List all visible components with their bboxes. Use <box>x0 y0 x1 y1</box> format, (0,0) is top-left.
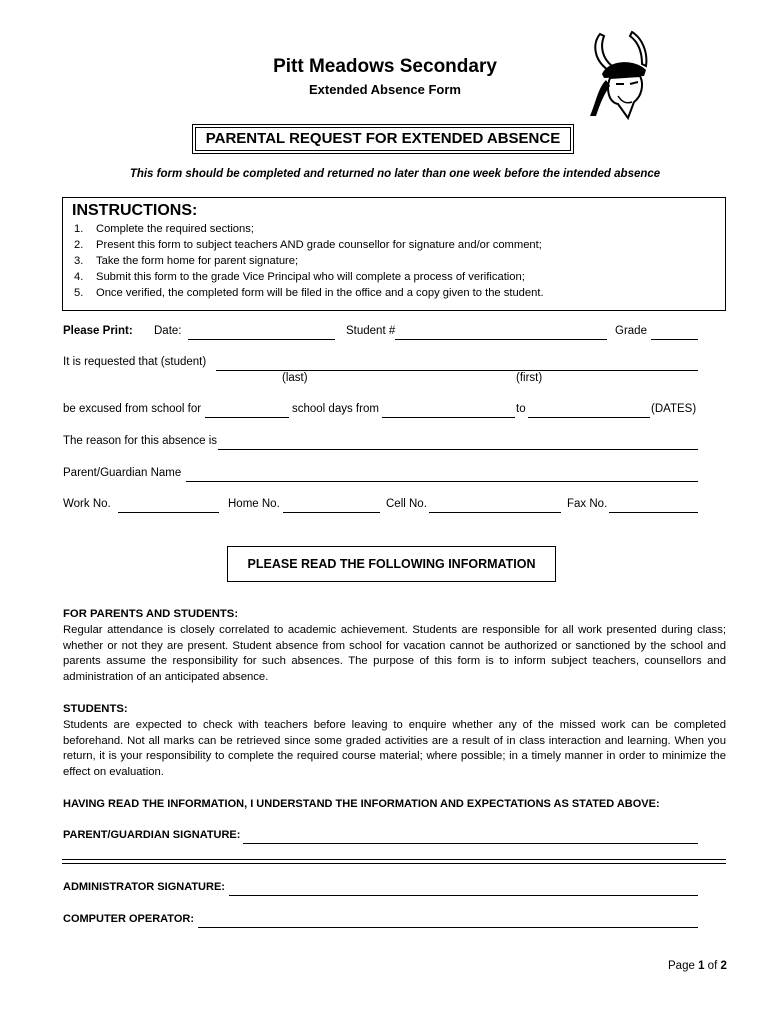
parents-text: Regular attendance is closely correlated to academic achievement. Students are responsible for all work presented during class; whether or not they are present. Student absence from school for vacation cannot be authorized or sanctioned by the school and parents assume the responsibility for such absences. The purpose of this form is to inform subject teachers, counsellors and administration of an anticipated absence. <box>63 623 726 684</box>
cell-no-field[interactable] <box>429 512 561 513</box>
dates-label: (DATES) <box>651 403 697 415</box>
list-item: 3. Take the form home for parent signature; <box>74 254 299 267</box>
viking-helmet-logo-icon <box>588 30 660 124</box>
divider <box>62 863 726 864</box>
work-no-label: Work No. <box>63 498 111 510</box>
school-name: Pitt Meadows Secondary <box>273 56 497 77</box>
instructions-heading: INSTRUCTIONS: <box>72 202 198 219</box>
list-item: 1. Complete the required sections; <box>74 223 254 235</box>
last-name-caption: (last) <box>282 372 308 384</box>
read-information-box: PLEASE READ THE FOLLOWING INFORMATION <box>227 546 556 582</box>
list-item: 2. Present this form to subject teachers AND grade counsellor for signature and/or comment; <box>74 238 542 251</box>
reason-label: The reason for this absence is <box>63 435 218 447</box>
fax-no-field[interactable] <box>609 512 698 513</box>
students-heading: STUDENTS: <box>63 703 128 715</box>
date-field[interactable] <box>188 339 335 340</box>
grade-label: Grade <box>615 325 647 337</box>
school-days-from-label: school days from <box>292 403 379 415</box>
grade-field[interactable] <box>651 339 698 340</box>
fax-no-label: Fax No. <box>567 498 608 510</box>
cell-no-label: Cell No. <box>386 498 427 510</box>
admin-signature-field[interactable] <box>229 895 698 896</box>
list-item: 4. Submit this form to the grade Vice Principal who will complete a process of verification; <box>74 270 525 283</box>
excused-label: be excused from school for <box>63 403 202 415</box>
list-item: 5. Once verified, the completed form will be filed in the office and a copy given to the student. <box>74 286 544 299</box>
guardian-name-field[interactable] <box>186 481 698 482</box>
student-name-field[interactable] <box>216 370 698 371</box>
end-date-field[interactable] <box>528 417 650 418</box>
student-number-field[interactable] <box>395 339 607 340</box>
work-no-field[interactable] <box>118 512 219 513</box>
first-name-caption: (first) <box>516 372 543 384</box>
guardian-name-label: Parent/Guardian Name <box>63 467 182 479</box>
computer-operator-label: COMPUTER OPERATOR: <box>63 913 194 925</box>
student-number-label: Student # <box>346 325 396 337</box>
home-no-field[interactable] <box>283 512 380 513</box>
deadline-notice: This form should be completed and returned no later than one week before the intended absence <box>129 168 661 180</box>
home-no-label: Home No. <box>228 498 280 510</box>
divider <box>62 859 726 860</box>
parents-heading: FOR PARENTS AND STUDENTS: <box>63 608 239 620</box>
instructions-list <box>74 222 544 302</box>
to-label: to <box>516 403 526 415</box>
parent-signature-label: PARENT/GUARDIAN SIGNATURE: <box>63 829 241 841</box>
please-print-label: Please Print: <box>63 325 133 337</box>
students-text: Students are expected to check with teachers before leaving to enquire whether any of the missed work can be completed beforehand. Not all marks can be retrieved since some graded activities are a result of in class interaction and learning. When you return, it is your responsibility to complete the required course material; where possible; in a timely manner in order to minimize the effect on evaluation. <box>63 718 726 779</box>
start-date-field[interactable] <box>382 417 515 418</box>
computer-operator-field[interactable] <box>198 927 698 928</box>
students-section <box>63 702 726 781</box>
page-number: Page 1 of 2 <box>668 960 727 972</box>
form-title: PARENTAL REQUEST FOR EXTENDED ABSENCE <box>192 124 574 154</box>
acknowledgement: HAVING READ THE INFORMATION, I UNDERSTAND THE INFORMATION AND EXPECTATIONS AS STATED ABOVE: <box>63 798 660 810</box>
admin-signature-label: ADMINISTRATOR SIGNATURE: <box>63 881 225 893</box>
days-count-field[interactable] <box>205 417 289 418</box>
parents-section <box>63 607 726 686</box>
date-label: Date: <box>154 325 182 337</box>
parent-signature-field[interactable] <box>243 843 698 844</box>
reason-field[interactable] <box>218 449 698 450</box>
student-name-label: It is requested that (student) <box>63 356 207 368</box>
form-subtitle: Extended Absence Form <box>309 82 461 97</box>
